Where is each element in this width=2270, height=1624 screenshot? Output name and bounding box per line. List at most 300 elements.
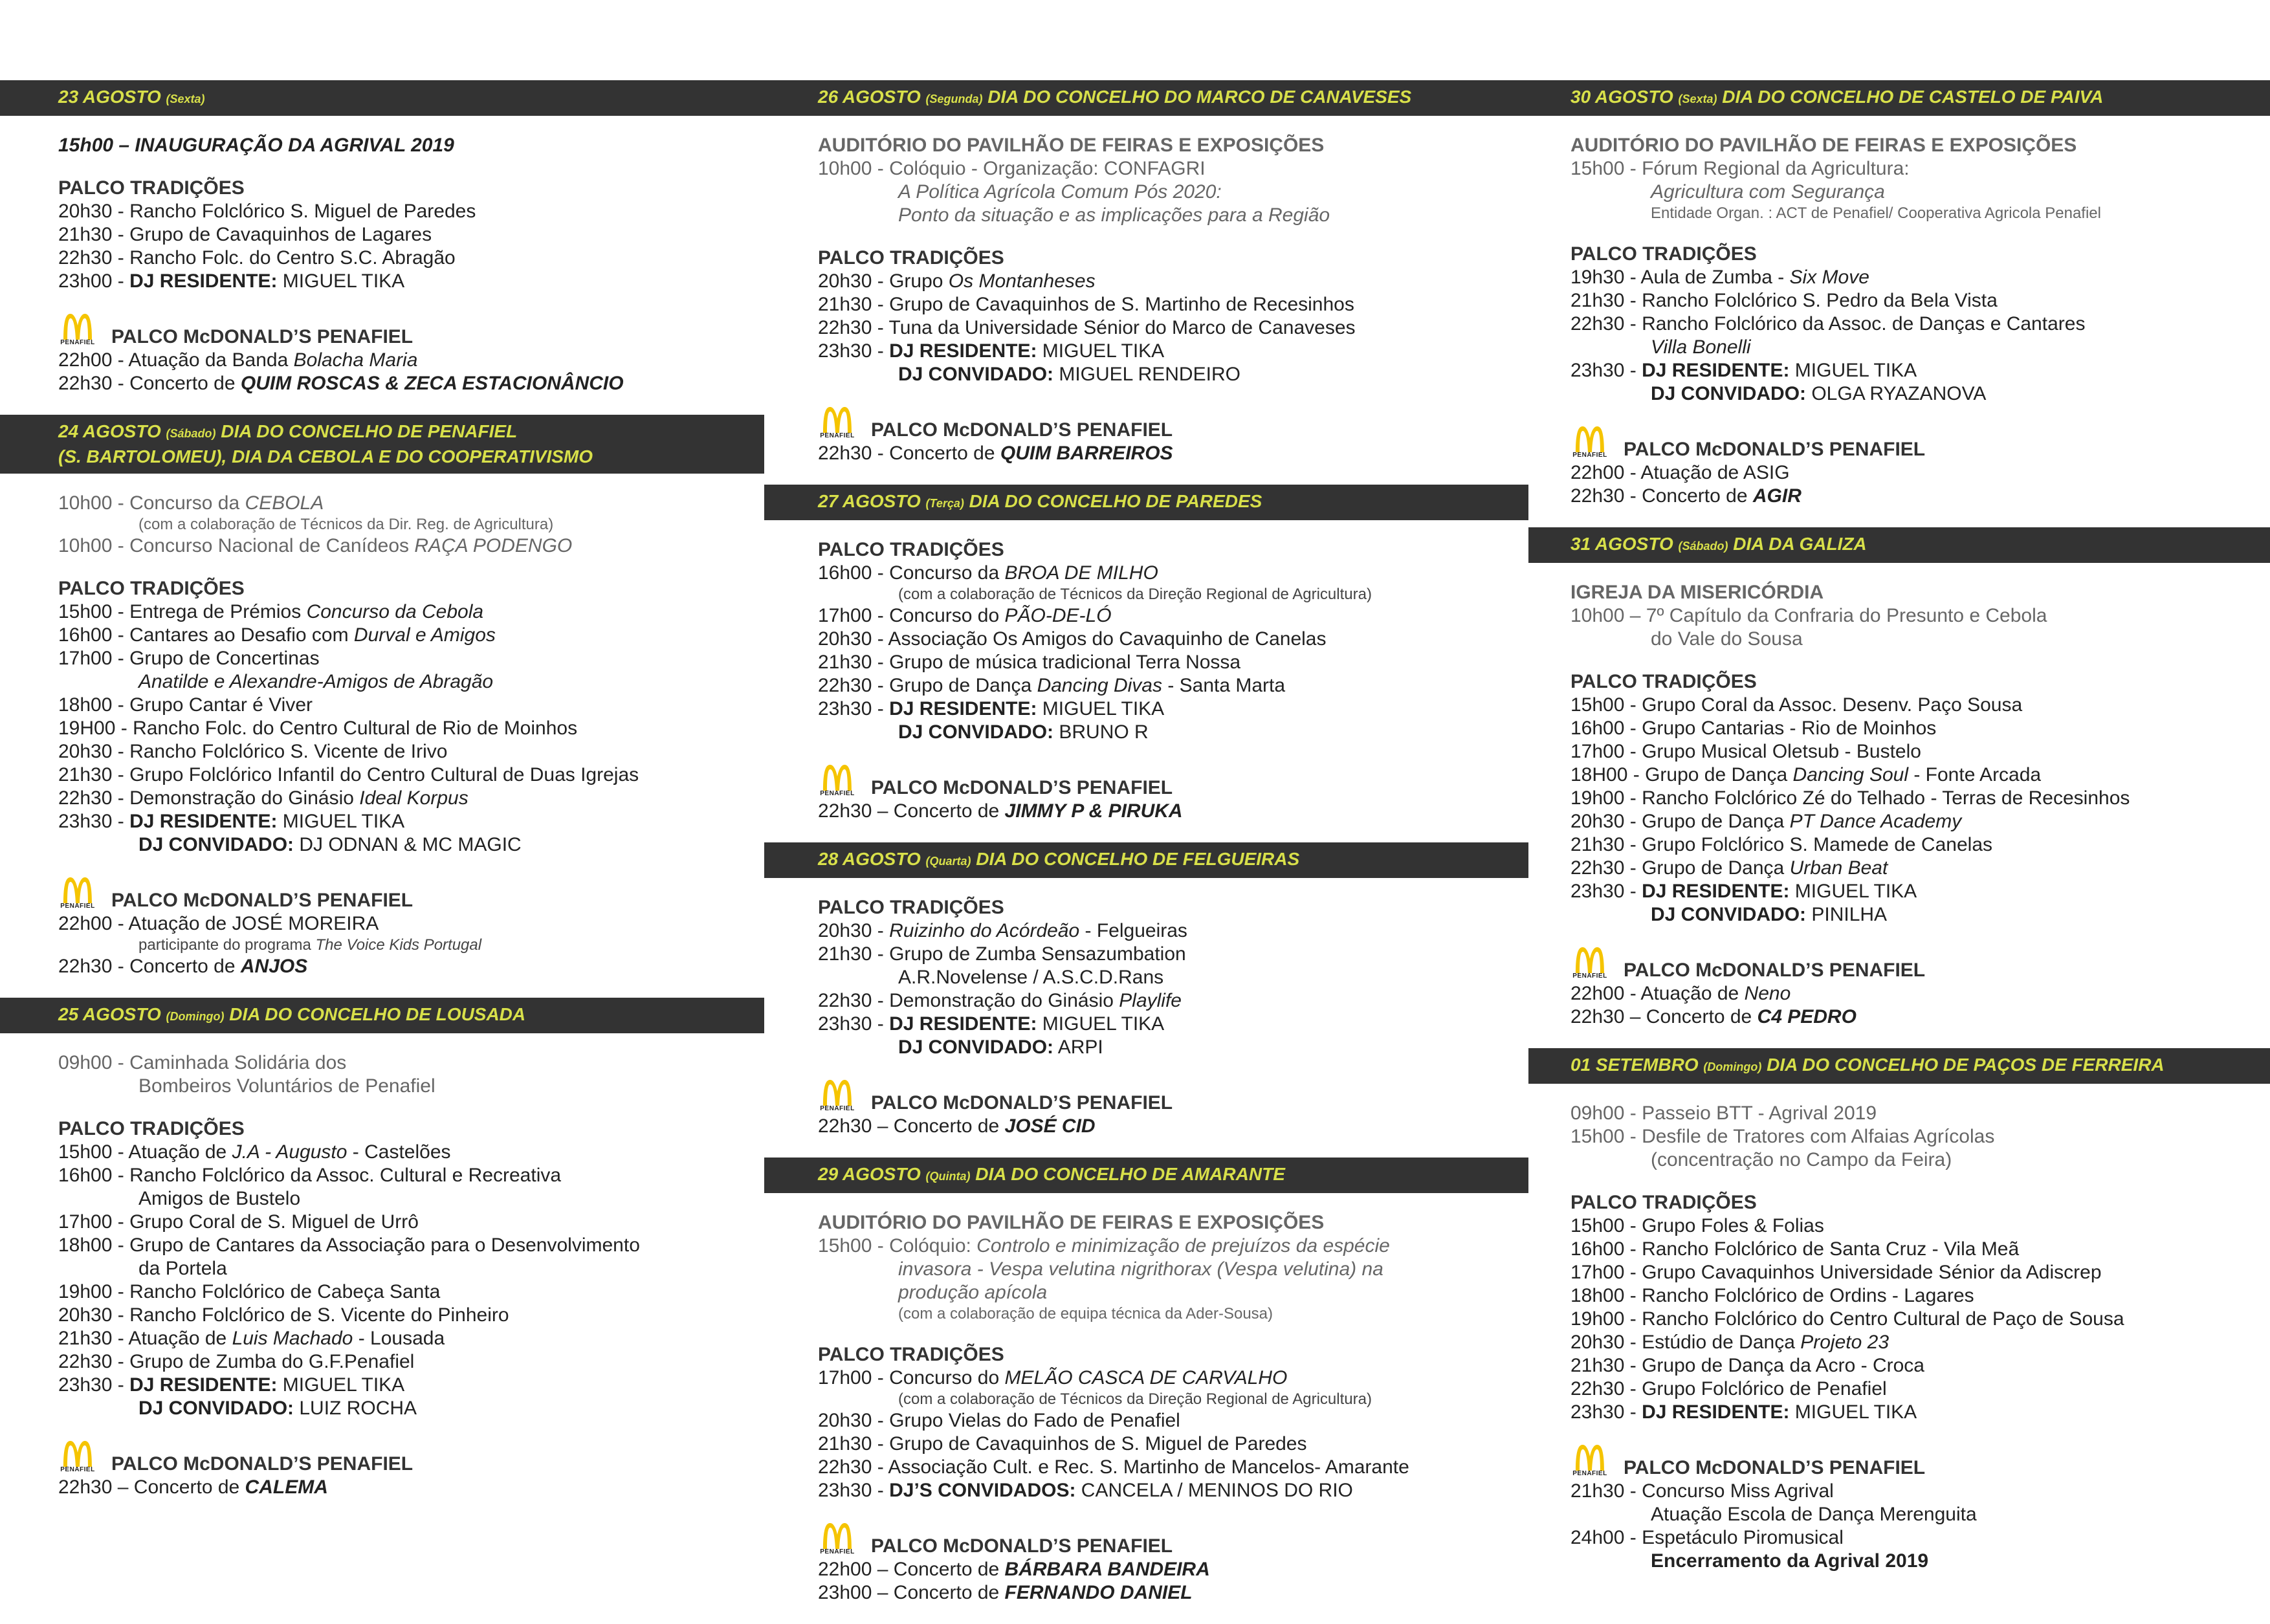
venue-title: PALCO McDONALD’S PENAFIEL xyxy=(111,1453,413,1475)
event-line xyxy=(818,721,1515,744)
event-text: 22h30 - Concerto de xyxy=(58,956,241,977)
mcdonalds-stage-heading xyxy=(58,1440,751,1476)
day-title: DIA DO CONCELHO DE PENAFIEL xyxy=(215,421,518,441)
event-text: 16h00 - Cantares ao Desafio com xyxy=(58,624,354,646)
event-text: PT Dance Academy xyxy=(1789,811,1962,832)
venue-title: PALCO TRADIÇÕES xyxy=(58,177,245,199)
event-line xyxy=(818,674,1515,697)
event-text: 17h00 - Grupo Coral de S. Miguel de Urrô xyxy=(58,1211,419,1233)
event-text: 15h00 - Grupo Coral da Assoc. Desenv. Paço Sousa xyxy=(1570,694,2023,716)
event-text: 21h30 - Grupo de música tradicional Terra Nossa xyxy=(818,652,1241,673)
event-text: 21h30 - Grupo de Dança da Acro - Croca xyxy=(1570,1355,1924,1376)
event-text: 22h30 – Concerto de xyxy=(1570,1006,1758,1027)
event-line xyxy=(58,955,751,978)
event-line xyxy=(58,1397,751,1420)
event-text: 15h00 - Grupo Foles & Folias xyxy=(1570,1215,1824,1236)
event-line xyxy=(1570,604,2257,628)
event-line xyxy=(818,585,1515,604)
event-text: da Portela xyxy=(138,1258,227,1279)
event-text: CEBOLA xyxy=(245,492,324,514)
event-text: 15h00 - Atuação de xyxy=(58,1141,232,1163)
day-header xyxy=(1528,1048,2270,1084)
event-text: (concentração no Campo da Feira) xyxy=(1651,1149,1952,1170)
event-text: 23h30 - xyxy=(818,1013,890,1035)
day-title: DIA DO CONCELHO DO MARCO DE CANAVESES xyxy=(982,87,1412,107)
mcdonalds-stage-group xyxy=(818,763,1515,823)
mcdonalds-stage-heading xyxy=(818,1522,1515,1558)
event-text: (com a colaboração de equipa técnica da Ader-Sousa) xyxy=(898,1305,1273,1322)
event-text: 16h00 - Rancho Folclórico da Assoc. Cultural e Recreativa xyxy=(58,1165,562,1186)
event-text: Neno xyxy=(1744,983,1791,1004)
mcdonalds-stage-group xyxy=(818,406,1515,465)
event-line xyxy=(58,1476,751,1499)
day-section xyxy=(764,80,1528,485)
day-date: 24 AGOSTO xyxy=(58,421,166,441)
event-text: - Felgueiras xyxy=(1079,920,1187,941)
day-weekday: (Quinta) xyxy=(925,1170,971,1183)
event-line xyxy=(1570,382,2257,406)
event-text: JIMMY P & PIRUKA xyxy=(1004,800,1183,822)
event-line xyxy=(1570,336,2257,359)
logo-caption: PENAFIEL xyxy=(1572,972,1607,980)
mcdonalds-penafiel-logo xyxy=(818,1522,857,1558)
venue-title: AUDITÓRIO DO PAVILHÃO DE FEIRAS E EXPOSIÇÕES xyxy=(818,1212,1325,1233)
day-section xyxy=(0,998,764,1519)
venue-title: PALCO TRADIÇÕES xyxy=(1570,1192,1757,1213)
event-text: 19h00 - Rancho Folclórico Zé do Telhado - Terras de Recesinhos xyxy=(1570,787,2130,809)
event-line xyxy=(58,200,751,223)
event-line xyxy=(58,223,751,247)
event-line xyxy=(1570,810,2257,833)
event-text: Agricultura com Segurança xyxy=(1651,181,1885,203)
event-line xyxy=(1570,1354,2257,1377)
event-text: DJ RESIDENTE: xyxy=(889,698,1037,719)
event-line xyxy=(58,349,751,372)
event-text: produção apícola xyxy=(898,1282,1048,1303)
inauguration-line: 15h00 – INAUGURAÇÃO DA AGRIVAL 2019 xyxy=(58,135,454,156)
day-section xyxy=(0,415,764,998)
logo-caption: PENAFIEL xyxy=(60,339,95,346)
event-text: 22h00 - Atuação de ASIG xyxy=(1570,462,1790,483)
event-text: 21h30 - Concurso Miss Agrival xyxy=(1570,1480,1834,1502)
event-line xyxy=(1570,1214,2257,1238)
event-text: 20h30 - Rancho Folclórico de S. Vicente do Pinheiro xyxy=(58,1304,509,1326)
event-line xyxy=(818,1558,1515,1581)
event-text: Six Move xyxy=(1789,267,1869,288)
mcdonalds-penafiel-logo xyxy=(1570,1443,1609,1480)
event-line xyxy=(818,1409,1515,1432)
event-text: 22h00 - Atuação de xyxy=(1570,983,1745,1004)
event-text: 23h30 - xyxy=(1570,360,1642,381)
event-text: Concurso da Cebola xyxy=(306,601,484,622)
mcdonalds-arches-icon xyxy=(1573,946,1607,973)
event-line xyxy=(1570,1125,2257,1148)
event-line xyxy=(58,1257,751,1280)
event-text: Encerramento da Agrival 2019 xyxy=(1651,1550,1929,1572)
event-text: RAÇA PODENGO xyxy=(414,535,573,556)
mcdonalds-stage-group xyxy=(1570,1443,2257,1573)
day-weekday: (Domingo) xyxy=(1703,1060,1762,1073)
venue-title: AUDITÓRIO DO PAVILHÃO DE FEIRAS E EXPOSIÇÕES xyxy=(1570,135,2077,156)
event-group xyxy=(818,134,1515,227)
event-text: 22h30 - Concerto de xyxy=(58,373,241,394)
event-line xyxy=(58,1280,751,1304)
event-text: Bombeiros Voluntários de Penafiel xyxy=(138,1075,435,1097)
event-line xyxy=(1570,740,2257,763)
event-text: 22h30 - Concerto de xyxy=(1570,485,1753,507)
mcdonalds-stage-heading xyxy=(58,313,751,349)
event-line xyxy=(818,697,1515,721)
event-line xyxy=(58,694,751,717)
event-line xyxy=(58,1141,751,1164)
venue-title: PALCO TRADIÇÕES xyxy=(58,1118,245,1139)
event-text: PINILHA xyxy=(1806,904,1888,925)
event-line xyxy=(1570,1331,2257,1354)
event-text: 20h30 - Grupo Vielas do Fado de Penafiel xyxy=(818,1410,1180,1431)
venue-title: PALCO McDONALD’S PENAFIEL xyxy=(871,419,1173,441)
event-text: AGIR xyxy=(1752,485,1802,507)
event-text: 21h30 - Grupo de Zumba Sensazumbation xyxy=(818,943,1186,965)
event-line xyxy=(1570,1261,2257,1284)
day-header xyxy=(764,485,1528,520)
mcdonalds-stage-heading xyxy=(818,763,1515,800)
event-text: MIGUEL RENDEIRO xyxy=(1053,364,1240,385)
mcdonalds-stage-group xyxy=(818,1522,1515,1605)
event-text: 09h00 - Passeio BTT - Agrival 2019 xyxy=(1570,1103,1877,1124)
venue-title: PALCO TRADIÇÕES xyxy=(818,539,1004,560)
event-group xyxy=(1570,670,2257,927)
event-text: 10h00 - Colóquio - Organização: CONFAGRI xyxy=(818,158,1206,179)
event-line xyxy=(58,1164,751,1187)
event-text: 17h00 - Grupo de Concertinas xyxy=(58,648,320,669)
day-header xyxy=(0,80,764,116)
event-text: do Vale do Sousa xyxy=(1651,628,1803,650)
event-text: 17h00 - Concurso do xyxy=(818,605,1005,626)
event-text: 21h30 - Grupo de Cavaquinhos de Lagares xyxy=(58,224,432,245)
event-text: MIGUEL TIKA xyxy=(1037,1013,1165,1035)
event-line xyxy=(1570,1284,2257,1308)
mcdonalds-stage-heading xyxy=(818,1079,1515,1115)
event-text: 15h00 - Entrega de Prémios xyxy=(58,601,307,622)
event-text: 22h30 – Concerto de xyxy=(818,1115,1005,1137)
event-line xyxy=(818,1432,1515,1456)
event-text: 17h00 - Grupo Musical Oletsub - Bustelo xyxy=(1570,741,1921,762)
event-text: Atuação Escola de Dança Merenguita xyxy=(1651,1504,1977,1525)
event-text: 22h30 – Concerto de xyxy=(58,1476,245,1498)
event-line xyxy=(1570,717,2257,740)
event-text: 21h30 - Grupo Folclórico S. Mamede de Canelas xyxy=(1570,834,1993,855)
event-line xyxy=(58,1075,751,1098)
event-line xyxy=(58,1211,751,1234)
event-text: DJ RESIDENTE: xyxy=(129,1374,278,1396)
event-line xyxy=(58,647,751,670)
event-text: - Castelões xyxy=(347,1141,451,1163)
event-text: 18h00 - Grupo Cantar é Viver xyxy=(58,694,313,716)
event-line xyxy=(1570,787,2257,810)
mcdonalds-penafiel-logo xyxy=(818,763,857,800)
event-text: 21h30 - Atuação de xyxy=(58,1328,232,1349)
event-text: 20h30 - Rancho Folclórico S. Vicente de Irivo xyxy=(58,741,448,762)
event-line xyxy=(58,936,751,955)
event-text: MIGUEL TIKA xyxy=(1037,340,1165,362)
event-line xyxy=(818,442,1515,465)
event-text: - Santa Marta xyxy=(1162,675,1286,696)
event-text: A Política Agrícola Comum Pós 2020: xyxy=(898,181,1222,203)
event-text: DJ RESIDENTE: xyxy=(1642,881,1790,902)
day-header xyxy=(1528,80,2270,116)
event-text: 09h00 - Caminhada Solidária dos xyxy=(58,1052,347,1073)
event-text: Os Montanheses xyxy=(948,270,1096,292)
event-text: Dancing Soul xyxy=(1792,764,1908,785)
event-line xyxy=(1570,313,2257,336)
event-line xyxy=(1570,266,2257,289)
logo-caption: PENAFIEL xyxy=(820,1105,855,1112)
event-text: DJ CONVIDADO: xyxy=(898,364,1054,385)
event-line xyxy=(1570,833,2257,857)
day-header xyxy=(764,1158,1528,1193)
mcdonalds-arches-icon xyxy=(821,1079,854,1106)
event-group xyxy=(1570,581,2257,651)
event-text: Controlo e minimização de prejuízos da espécie xyxy=(976,1235,1390,1256)
event-text: DJ’S CONVIDADOS: xyxy=(889,1480,1076,1501)
mcdonalds-penafiel-logo xyxy=(818,1079,857,1115)
venue-title: PALCO TRADIÇÕES xyxy=(818,1344,1004,1365)
event-text: 20h30 - Rancho Folclórico S. Miguel de Paredes xyxy=(58,201,476,222)
mcdonalds-stage-group xyxy=(1570,425,2257,508)
day-date: 28 AGOSTO xyxy=(818,849,926,869)
mcdonalds-stage-group xyxy=(58,876,751,978)
logo-caption: PENAFIEL xyxy=(820,432,855,439)
event-line xyxy=(1570,628,2257,651)
event-text: Dancing Divas xyxy=(1037,675,1162,696)
event-group xyxy=(58,492,751,558)
day-title: DIA DO CONCELHO DE PAREDES xyxy=(964,491,1262,511)
event-text: Bolacha Maria xyxy=(293,349,418,371)
event-text: J.A - Augusto xyxy=(232,1141,347,1163)
venue-title: PALCO McDONALD’S PENAFIEL xyxy=(871,777,1173,798)
day-body xyxy=(0,474,764,998)
event-line xyxy=(818,919,1515,943)
day-weekday: (Segunda) xyxy=(925,93,983,105)
event-text: 17h00 - Grupo Cavaquinhos Universidade Sénior da Adiscrep xyxy=(1570,1262,2102,1283)
event-text: 22h30 – Concerto de xyxy=(818,800,1005,822)
event-text: DJ CONVIDADO: xyxy=(138,1398,294,1419)
mcdonalds-penafiel-logo xyxy=(58,876,97,912)
venue-title: PALCO McDONALD’S PENAFIEL xyxy=(1624,1457,1926,1478)
event-text: 23h30 - xyxy=(818,1480,890,1501)
event-line xyxy=(818,1036,1515,1059)
event-line xyxy=(58,740,751,763)
event-text: DJ RESIDENTE: xyxy=(1642,1401,1790,1423)
event-text: DJ RESIDENTE: xyxy=(889,1013,1037,1035)
logo-caption: PENAFIEL xyxy=(60,1466,95,1473)
event-line xyxy=(818,1115,1515,1138)
event-text: MIGUEL TIKA xyxy=(277,1374,405,1396)
mcdonalds-penafiel-logo xyxy=(58,313,97,349)
event-text: Villa Bonelli xyxy=(1651,336,1751,358)
event-text: CANCELA / MENINOS DO RIO xyxy=(1075,1480,1353,1501)
event-text: OLGA RYAZANOVA xyxy=(1806,383,1987,404)
mcdonalds-arches-icon xyxy=(821,763,854,791)
event-text: - Fonte Arcada xyxy=(1908,764,2042,785)
mcdonalds-penafiel-logo xyxy=(58,1440,97,1476)
event-line xyxy=(818,651,1515,674)
event-line xyxy=(1570,857,2257,880)
day-date: 25 AGOSTO xyxy=(58,1004,166,1024)
day-section xyxy=(1528,527,2270,1048)
event-group xyxy=(818,538,1515,744)
venue-title: PALCO TRADIÇÕES xyxy=(1570,243,1757,265)
event-text: ARPI xyxy=(1053,1037,1103,1058)
event-line xyxy=(818,1479,1515,1502)
event-text: DJ CONVIDADO: xyxy=(898,1037,1054,1058)
event-line xyxy=(58,717,751,740)
event-text: 23h30 - xyxy=(818,340,890,362)
event-text: 22h30 - Demonstração do Ginásio xyxy=(818,990,1119,1011)
event-text: DJ ODNAN & MC MAGIC xyxy=(294,834,522,855)
venue-title: PALCO McDONALD’S PENAFIEL xyxy=(111,326,413,347)
venue-title: PALCO TRADIÇÕES xyxy=(58,578,245,599)
event-text: DJ CONVIDADO: xyxy=(1651,383,1807,404)
event-line xyxy=(818,1456,1515,1479)
mcdonalds-stage-group xyxy=(1570,946,2257,1029)
day-title: DIA DO CONCELHO DE FELGUEIRAS xyxy=(971,849,1300,869)
mcdonalds-arches-icon xyxy=(1573,425,1607,452)
mcdonalds-stage-heading xyxy=(1570,946,2257,982)
schedule-column-2 xyxy=(764,80,1528,1606)
event-line xyxy=(818,943,1515,966)
event-text: BROA DE MILHO xyxy=(1004,562,1158,584)
day-date: 27 AGOSTO xyxy=(818,491,926,511)
event-text: 23h30 - xyxy=(1570,1401,1642,1423)
day-header xyxy=(0,415,764,474)
event-text: The Voice Kids Portugal xyxy=(315,936,482,954)
day-section xyxy=(1528,80,2270,527)
event-line xyxy=(818,562,1515,585)
event-text: C4 PEDRO xyxy=(1757,1006,1857,1027)
event-text: JOSÉ CID xyxy=(1004,1115,1096,1137)
event-text: 22h30 - Associação Cult. e Rec. S. Martinho de Mancelos- Amarante xyxy=(818,1456,1409,1478)
event-text: MELÃO CASCA DE CARVALHO xyxy=(1004,1367,1288,1388)
event-text: 22h30 - Rancho Folc. do Centro S.C. Abragão xyxy=(58,247,456,269)
day-title: DIA DO CONCELHO DE AMARANTE xyxy=(970,1164,1285,1184)
event-text: 20h30 - Grupo de Dança xyxy=(1570,811,1790,832)
event-text: DJ RESIDENTE: xyxy=(1642,360,1790,381)
day-body xyxy=(1528,116,2270,527)
mcdonalds-stage-heading xyxy=(58,876,751,912)
event-group xyxy=(58,177,751,293)
event-group xyxy=(818,896,1515,1059)
event-line xyxy=(1570,359,2257,382)
event-group xyxy=(1570,134,2257,223)
event-text: 21h30 - Grupo de Cavaquinhos de S. Martinho de Recesinhos xyxy=(818,294,1354,315)
event-text: 23h30 - xyxy=(1570,881,1642,902)
event-line xyxy=(58,247,751,270)
event-line xyxy=(1570,1308,2257,1331)
event-text: MIGUEL TIKA xyxy=(277,270,405,292)
event-line xyxy=(1570,1503,2257,1526)
event-text: BÁRBARA BANDEIRA xyxy=(1004,1559,1210,1580)
event-line xyxy=(818,604,1515,628)
event-group xyxy=(58,1051,751,1098)
event-text: Amigos de Bustelo xyxy=(138,1188,301,1209)
event-text: Ponto da situação e as implicações para a Região xyxy=(898,204,1330,226)
event-text: 21h30 - Rancho Folclórico S. Pedro da Bela Vista xyxy=(1570,290,1998,311)
logo-caption: PENAFIEL xyxy=(820,790,855,797)
event-text: 22h30 - Grupo de Zumba do G.F.Penafiel xyxy=(58,1351,415,1372)
event-group xyxy=(1570,1102,2257,1172)
event-text: 22h30 - Grupo de Dança xyxy=(818,675,1037,696)
event-line xyxy=(1570,289,2257,313)
venue-title: PALCO TRADIÇÕES xyxy=(1570,671,1757,692)
mcdonalds-stage-heading xyxy=(1570,425,2257,461)
event-text: LUIZ ROCHA xyxy=(294,1398,417,1419)
event-text: Durval e Amigos xyxy=(353,624,496,646)
event-text: 15h00 - Fórum Regional da Agricultura: xyxy=(1570,158,1910,179)
event-text: 20h30 - xyxy=(818,920,890,941)
day-weekday: (Domingo) xyxy=(166,1010,225,1023)
event-text: 16h00 - Grupo Cantarias - Rio de Moinhos xyxy=(1570,718,1937,739)
day-title: DIA DO CONCELHO DE CASTELO DE PAIVA xyxy=(1717,87,2104,107)
event-line xyxy=(1570,181,2257,204)
event-text: 19H00 - Rancho Folc. do Centro Cultural de Rio de Moinhos xyxy=(58,718,578,739)
day-date: 26 AGOSTO xyxy=(818,87,926,107)
event-text: 22h30 - Grupo de Dança xyxy=(1570,857,1790,879)
event-line xyxy=(58,912,751,936)
event-line xyxy=(58,1350,751,1374)
event-line xyxy=(58,833,751,857)
day-date: 23 AGOSTO xyxy=(58,87,166,107)
event-text: 16h00 - Concurso da xyxy=(818,562,1005,584)
event-text: CALEMA xyxy=(245,1476,328,1498)
event-text: 21h30 - Grupo de Cavaquinhos de S. Miguel de Paredes xyxy=(818,1433,1307,1454)
event-text: 10h00 - Concurso Nacional de Canídeos xyxy=(58,535,415,556)
event-text: Ideal Korpus xyxy=(359,787,468,809)
event-text: QUIM BARREIROS xyxy=(1000,443,1173,464)
event-text: 23h00 - xyxy=(58,270,130,292)
event-line xyxy=(58,763,751,787)
event-text: MIGUEL TIKA xyxy=(1037,698,1165,719)
event-line xyxy=(1570,903,2257,927)
mcdonalds-stage-group xyxy=(58,313,751,395)
event-text: 17h00 - Concurso do xyxy=(818,1367,1005,1388)
event-text: A.R.Novelense / A.S.C.D.Rans xyxy=(898,967,1164,988)
event-text: DJ RESIDENTE: xyxy=(129,270,278,292)
logo-caption: PENAFIEL xyxy=(1572,452,1607,459)
day-body xyxy=(764,116,1528,485)
day-section xyxy=(0,80,764,415)
event-text: DJ CONVIDADO: xyxy=(1651,904,1807,925)
event-text: Entidade Organ. : ACT de Penafiel/ Cooperativa Agricola Penafiel xyxy=(1651,204,2101,222)
day-weekday: (Sexta) xyxy=(1678,93,1717,105)
event-text: 18h00 - Rancho Folclórico de Ordins - Lagares xyxy=(1570,1285,1974,1306)
event-line xyxy=(818,1581,1515,1605)
event-text: 19h00 - Rancho Folclórico do Centro Cultural de Paço de Sousa xyxy=(1570,1308,2124,1330)
event-text: 18h00 - Grupo de Cantares da Associação para o Desenvolvimento xyxy=(58,1234,640,1256)
event-text: 18H00 - Grupo de Dança xyxy=(1570,764,1793,785)
event-text: 10h00 - Concurso da xyxy=(58,492,245,514)
event-text: 22h30 - Tuna da Universidade Sénior do Marco de Canaveses xyxy=(818,317,1356,338)
event-line xyxy=(58,624,751,647)
event-line xyxy=(818,1366,1515,1390)
event-line xyxy=(58,600,751,624)
logo-caption: PENAFIEL xyxy=(1572,1470,1607,1477)
logo-caption: PENAFIEL xyxy=(820,1548,855,1555)
mcdonalds-penafiel-logo xyxy=(1570,946,1609,982)
day-weekday: (Sábado) xyxy=(166,427,216,440)
event-line xyxy=(1570,204,2257,223)
event-text: DJ CONVIDADO: xyxy=(898,721,1054,743)
